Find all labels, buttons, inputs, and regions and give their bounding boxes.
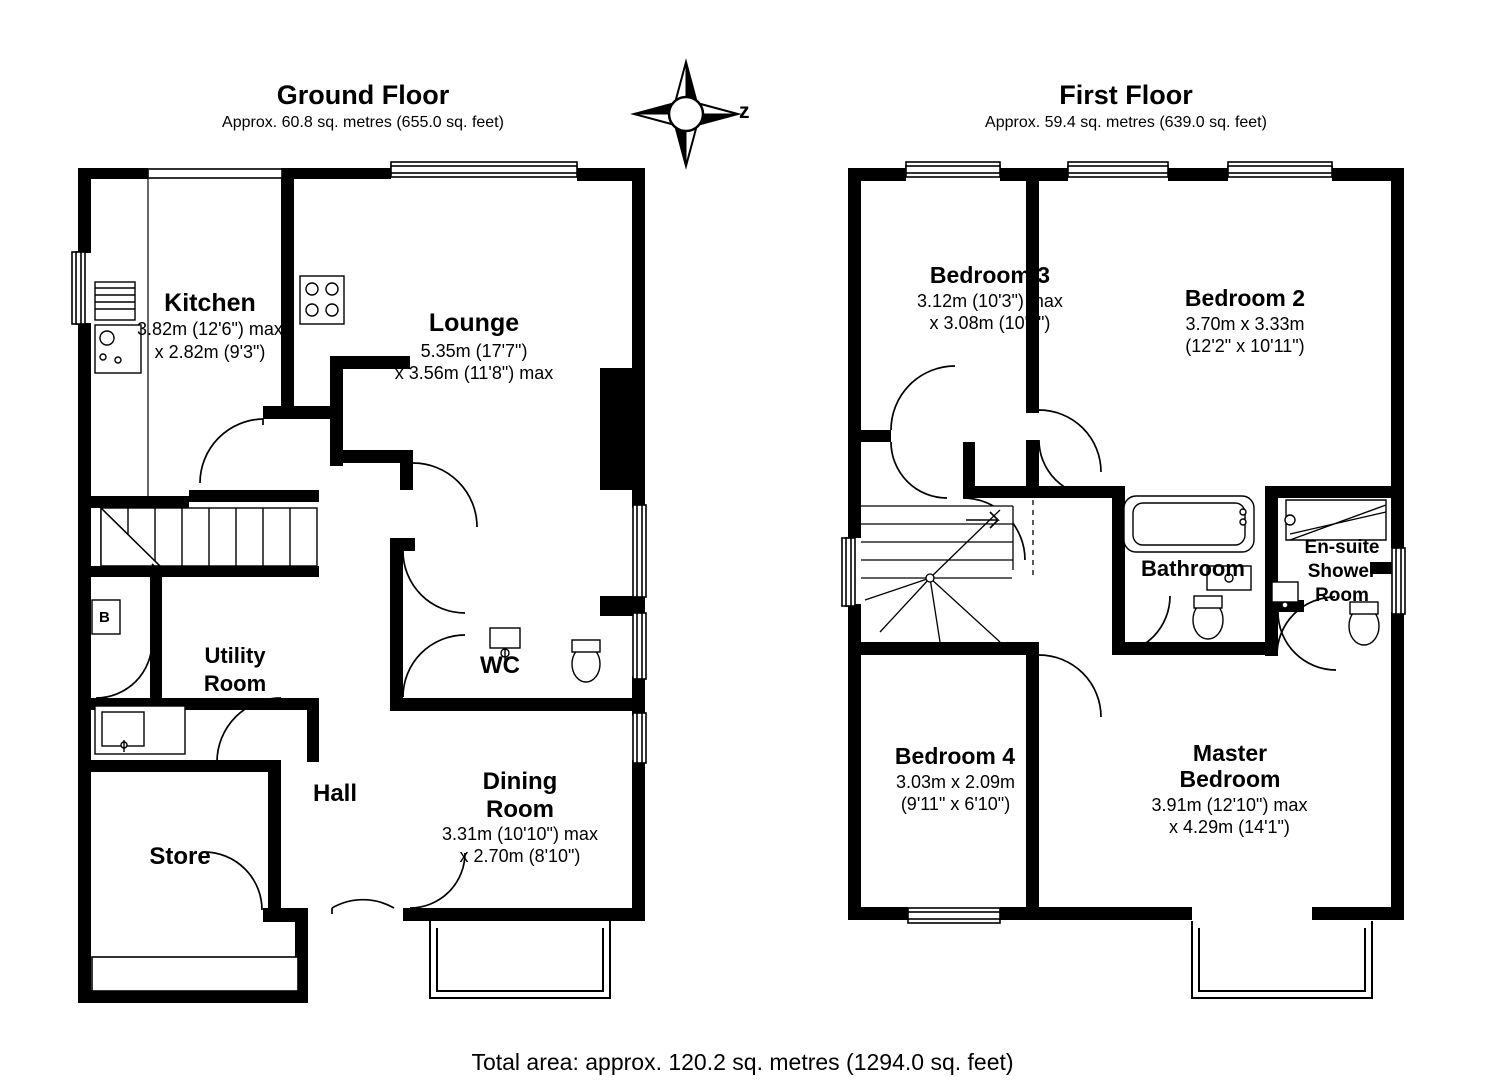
bay-window-first [1192, 921, 1372, 998]
room-dims-dining-1: 3.31m (10'10") max [442, 824, 598, 844]
room-label-dining-line2: Room [486, 796, 554, 823]
room-label-kitchen: Kitchen [164, 289, 256, 317]
room-dims-bedroom-2-1: 3.70m x 3.33m [1185, 314, 1305, 334]
room-label-wc: WC [480, 652, 520, 679]
room-label-bedroom-2: Bedroom 2 [1184, 285, 1306, 311]
room-label-bedroom-4: Bedroom 4 [894, 743, 1016, 769]
room-dims-bedroom-3-1: 3.12m (10'3") max [917, 291, 1063, 311]
room-label-lounge: Lounge [428, 309, 520, 337]
total-area-label: Total area: approx. 120.2 sq. metres (1294.0 sq. feet) [471, 1049, 1014, 1075]
room-label-ensuite-line3: Room [1315, 585, 1369, 606]
ground-floor-title: Ground Floor [276, 80, 450, 110]
room-label-dining-line1: Dining [482, 768, 558, 795]
room-dims-master-2: x 4.29m (14'1") [1169, 817, 1290, 837]
room-dims-lounge-2: x 3.56m (11'8") max [394, 363, 554, 383]
boiler-label: B [99, 609, 110, 626]
stairs-first [861, 500, 1033, 642]
room-dims-kitchen-1: 3.82m (12'6") max [137, 319, 283, 339]
room-dims-kitchen-2: x 2.82m (9'3") [154, 342, 266, 362]
room-label-hall: Hall [312, 780, 357, 807]
compass-north-label: z [739, 100, 750, 123]
room-dims-lounge-1: 5.35m (17'7") [420, 341, 528, 361]
room-label-master-line1: Master [1192, 740, 1268, 766]
room-label-bedroom-3: Bedroom 3 [929, 262, 1051, 288]
room-dims-bedroom-4-2: (9'11" x 6'10") [900, 794, 1011, 814]
room-dims-dining-2: x 2.70m (8'10") [459, 846, 581, 866]
room-label-ensuite-line1: En-suite [1304, 537, 1380, 558]
room-label-master-line2: Bedroom [1179, 766, 1281, 792]
bay-window-ground [430, 921, 610, 998]
compass-rose [634, 62, 738, 166]
first-floor-subtitle: Approx. 59.4 sq. metres (639.0 sq. feet) [985, 114, 1267, 131]
room-label-ensuite-line2: Shower [1307, 561, 1377, 582]
room-dims-bedroom-4-1: 3.03m x 2.09m [895, 772, 1016, 792]
room-label-utility-line1: Utility [204, 643, 266, 668]
room-dims-master-1: 3.91m (12'10") max [1151, 795, 1308, 815]
room-label-store: Store [149, 843, 211, 870]
room-label-utility-line2: Room [203, 671, 267, 696]
room-dims-bedroom-3-2: x 3.08m (10'1") [929, 313, 1051, 333]
room-label-bathroom: Bathroom [1141, 556, 1245, 581]
ground-floor-subtitle: Approx. 60.8 sq. metres (655.0 sq. feet) [222, 114, 504, 131]
room-dims-bedroom-2-2: (12'2" x 10'11") [1185, 336, 1305, 356]
first-floor-title: First Floor [1059, 80, 1193, 110]
